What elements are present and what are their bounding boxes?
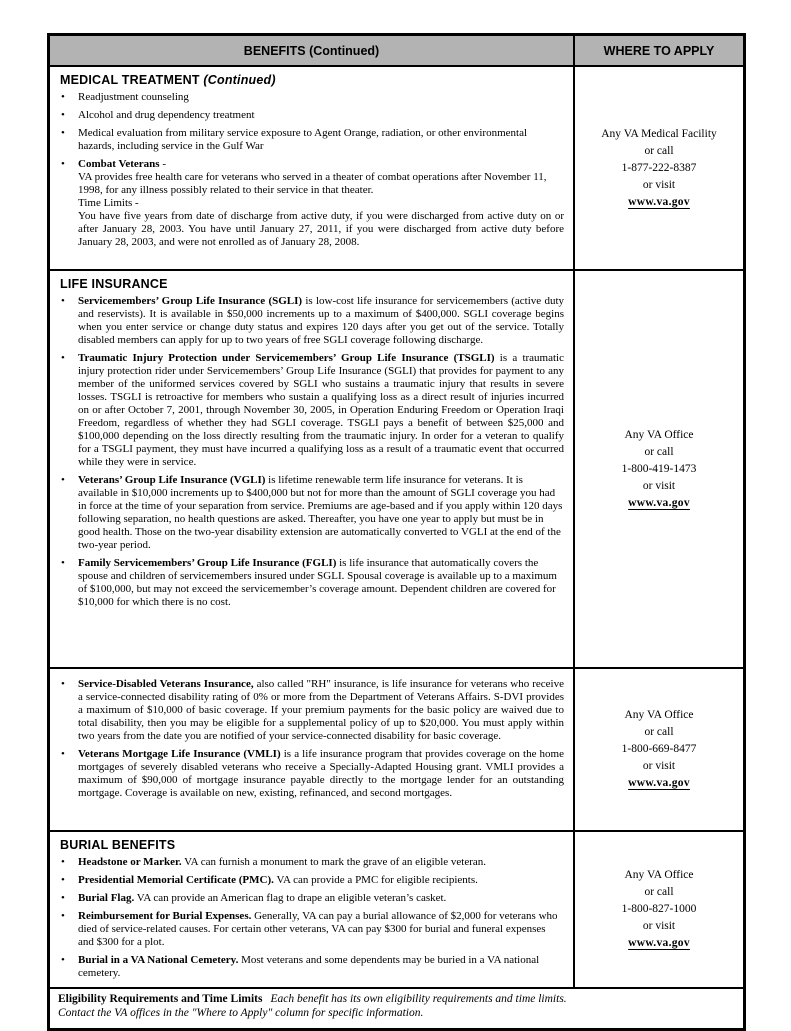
benefit-name: Combat Veterans <box>78 158 160 170</box>
benefit-description: VA can provide an American flag to drape an eligible veteran’s casket. <box>136 892 447 904</box>
benefit-description: Most veterans and some dependents may be buried in a VA national cemetery. <box>78 954 540 979</box>
list-item <box>60 295 564 347</box>
benefit-description: VA can provide a PMC for eligible recipients. <box>276 874 478 886</box>
apply-phone-number: 1-800-419-1473 <box>621 462 697 475</box>
apply-phone-number: 1-800-669-8477 <box>621 743 697 755</box>
list-item <box>60 856 564 869</box>
table-row <box>50 271 743 669</box>
where-to-apply-cell <box>575 669 743 830</box>
list-item <box>60 678 564 743</box>
benefit-name: Reimbursement for Burial Expenses. <box>78 910 252 922</box>
list-item <box>60 910 564 949</box>
benefit-description: Generally, VA can pay a burial allowance of $2,000 for veterans who died of service-related causes. For certain other veterans, VA can pay $300 for burial and funeral expenses and $300 for a plot. <box>78 910 558 948</box>
or-visit-label: or visit <box>642 760 676 772</box>
bullet-icon: • <box>61 91 65 103</box>
bullet-icon: • <box>61 109 65 121</box>
list-item <box>60 954 564 980</box>
benefit-description: is lifetime renewable term life insurance for veterans. It is available in $10,000 increments up to $400,000 but not for more than the amount of SGLI coverage you had in force at the time of your separation from service. Premiums are age-based and if you apply within 120 days following separation, no health questions are asked. Thereafter, you have one year to apply but must be in good health. Those on the two-year disability extension are automatically converted to VGLI at the end of the two-year period. <box>78 474 563 551</box>
bullet-icon: • <box>61 295 65 307</box>
va-website-link[interactable]: www.va.gov <box>628 777 690 789</box>
eligibility-footer-row <box>50 989 743 1028</box>
list-item <box>60 109 564 122</box>
bullet-icon: • <box>61 127 65 139</box>
benefit-name: Servicemembers’ Group Life Insurance (SGLI) <box>78 295 303 307</box>
section-title-medical-treatment <box>60 73 564 87</box>
section-title-continued: (Continued) <box>203 73 276 87</box>
benefit-name: Presidential Memorial Certificate (PMC). <box>78 874 274 886</box>
benefit-text: Alcohol and drug dependency treatment <box>78 109 255 121</box>
va-website-link[interactable]: www.va.gov <box>628 937 690 949</box>
section-title-life-insurance <box>60 277 564 291</box>
list-item <box>60 748 564 800</box>
eligibility-line-2: Contact the VA offices in the "Where to Apply" column for specific information. <box>58 1007 424 1019</box>
or-visit-label: or visit <box>642 479 676 492</box>
benefits-table <box>47 33 746 1031</box>
apply-phone-number: 1-800-827-1000 <box>621 903 697 915</box>
benefit-description: VA can furnish a monument to mark the grave of an eligible veteran. <box>184 856 487 868</box>
apply-location: Any VA Medical Facility <box>601 127 717 140</box>
benefit-name: Burial Flag. <box>78 892 135 904</box>
section-title-text: LIFE INSURANCE <box>60 277 168 291</box>
benefits-column-header: BENEFITS (Continued) <box>50 36 575 65</box>
eligibility-heading: Eligibility Requirements and Time Limits <box>58 993 263 1005</box>
eligibility-footer-cell <box>50 989 743 1028</box>
list-item <box>60 158 564 249</box>
list-item <box>60 127 564 153</box>
list-item <box>60 892 564 905</box>
list-item <box>60 91 564 104</box>
life-insurance-cell <box>50 271 575 667</box>
benefit-name: Family Servicemembers’ Group Life Insurance (FGLI) <box>78 557 337 569</box>
table-row <box>50 67 743 271</box>
benefit-name: Burial in a VA National Cemetery. <box>78 954 239 966</box>
table-header-row <box>50 36 743 67</box>
list-item <box>60 352 564 469</box>
benefit-description: also called "RH" insurance, is life insurance for veterans who receive a service-connected disability rating of 0% or more from the Department of Veterans Affairs. S-DVI provides a maximum of $10,000 of basic coverage. If your premium payments for the basic policy are waived due to total disability, then you may be eligible for a supplemental policy of up to $20,000. You must apply within two years from the date you are notified of your service-connected disability for basic coverage. <box>78 678 564 742</box>
bullet-icon: • <box>61 856 65 868</box>
section-title-text: MEDICAL TREATMENT <box>60 73 200 87</box>
where-to-apply-cell <box>575 832 743 987</box>
bullet-icon: • <box>61 874 65 886</box>
time-limits-paragraph: You have five years from date of discharge from active duty, if you were discharged from active duty on or after January 28, 2003. You have until January 27, 2011, if you were discharged from active duty before January 28, 2003, and were not enrolled as of January 28, 2008. <box>78 210 564 248</box>
or-call-label: or call <box>644 144 674 157</box>
benefit-paragraph: VA provides free health care for veterans who served in a theater of combat operations after November 11, 1998, for any illness possibly related to their service in that theater. <box>78 171 547 196</box>
list-item <box>60 874 564 887</box>
where-to-apply-column-header: WHERE TO APPLY <box>575 36 743 65</box>
table-row <box>50 669 743 832</box>
apply-location: Any VA Office <box>624 709 694 721</box>
bullet-icon: • <box>61 910 65 922</box>
benefit-name: Veterans’ Group Life Insurance (VGLI) <box>78 474 266 486</box>
list-item <box>60 474 564 552</box>
bullet-icon: • <box>61 557 65 569</box>
benefit-name: Service-Disabled Veterans Insurance, <box>78 678 254 690</box>
bullet-icon: • <box>61 158 65 170</box>
where-to-apply-cell <box>575 271 743 667</box>
where-to-apply-cell <box>575 67 743 269</box>
benefit-name: Traumatic Injury Protection under Servicemembers’ Group Life Insurance (TSGLI) <box>78 352 495 364</box>
bullet-icon: • <box>61 352 65 364</box>
benefit-text: Medical evaluation from military service exposure to Agent Orange, radiation, or other environmental hazards, including service in the Gulf War <box>78 127 528 152</box>
or-visit-label: or visit <box>642 920 676 932</box>
section-title-text: BURIAL BENEFITS <box>60 838 176 852</box>
benefit-name: Headstone or Marker. <box>78 856 182 868</box>
bullet-icon: • <box>61 474 65 486</box>
or-call-label: or call <box>644 726 674 738</box>
disabled-veterans-insurance-cell <box>50 669 575 830</box>
table-row <box>50 832 743 989</box>
va-website-link[interactable]: www.va.gov <box>628 195 690 208</box>
apply-location: Any VA Office <box>624 428 694 441</box>
medical-treatment-cell <box>50 67 575 269</box>
bullet-icon: • <box>61 954 65 966</box>
benefit-description: is a life insurance program that provides coverage on the home mortgages of severely disabled veterans who receive a Specially-Adapted Housing grant. VMLI provides a maximum of $90,000 of mortgage insurance payable directly to the mortgage lender for an outstanding mortgage. Coverage is available on new, existing, refinanced, and second mortgages. <box>78 748 564 799</box>
section-title-burial-benefits <box>60 838 564 852</box>
or-visit-label: or visit <box>642 178 676 191</box>
burial-benefits-cell <box>50 832 575 987</box>
eligibility-line-1 <box>58 992 733 1006</box>
benefit-dash: - <box>162 158 167 170</box>
apply-location: Any VA Office <box>624 869 694 881</box>
time-limits-label: Time Limits - <box>78 197 139 209</box>
bullet-icon: • <box>61 892 65 904</box>
bullet-icon: • <box>61 678 65 690</box>
or-call-label: or call <box>644 445 674 458</box>
apply-phone-number: 1-877-222-8387 <box>621 161 697 174</box>
benefit-text: Readjustment counseling <box>78 91 189 103</box>
eligibility-note: Each benefit has its own eligibility requirements and time limits. <box>270 993 567 1005</box>
benefit-description: is low-cost life insurance for servicemembers (active duty and reservists). It is available in $50,000 increments up to a maximum of $400,000. SGLI coverage begins when you enter service or change duty status and expires 120 days after you get out of the service. Totally disabled members can apply for up to two years of free SGLI coverage following discharge. <box>78 295 564 346</box>
benefit-description: is life insurance that automatically covers the spouse and children of servicemembers insured under SGLI. Spousal coverage is available up to a maximum of $100,000, but may not exceed the servicemember’s coverage amount. Dependent children are covered for $10,000 for which there is no cost. <box>78 557 557 608</box>
va-website-link[interactable]: www.va.gov <box>628 496 690 509</box>
bullet-icon: • <box>61 748 65 760</box>
benefit-name-line <box>78 158 564 171</box>
benefit-name: Veterans Mortgage Life Insurance (VMLI) <box>78 748 281 760</box>
benefit-description: is a traumatic injury protection rider under Servicemembers’ Group Life Insurance (SGLI) that provides for payment to any member of the uniformed services covered by SGLI who sustains a traumatic injury that results in severe losses. TSGLI is retroactive for members who sustain a qualifying loss as a direct result of injuries incurred on or after October 7, 2001, through November 30, 2005, in Operation Enduring Freedom or Operation Iraqi Freedom, regardless of whether they had SGLI coverage. TSGLI pays a benefit of between $25,000 and $100,000 depending on the loss directly resulting from the traumatic injury. In order for a veteran to qualify for a TSGLI payment, they must have incurred a qualifying loss as a result of a traumatic event that occurred while they were in service. <box>78 352 564 468</box>
list-item <box>60 557 564 609</box>
or-call-label: or call <box>644 886 674 898</box>
